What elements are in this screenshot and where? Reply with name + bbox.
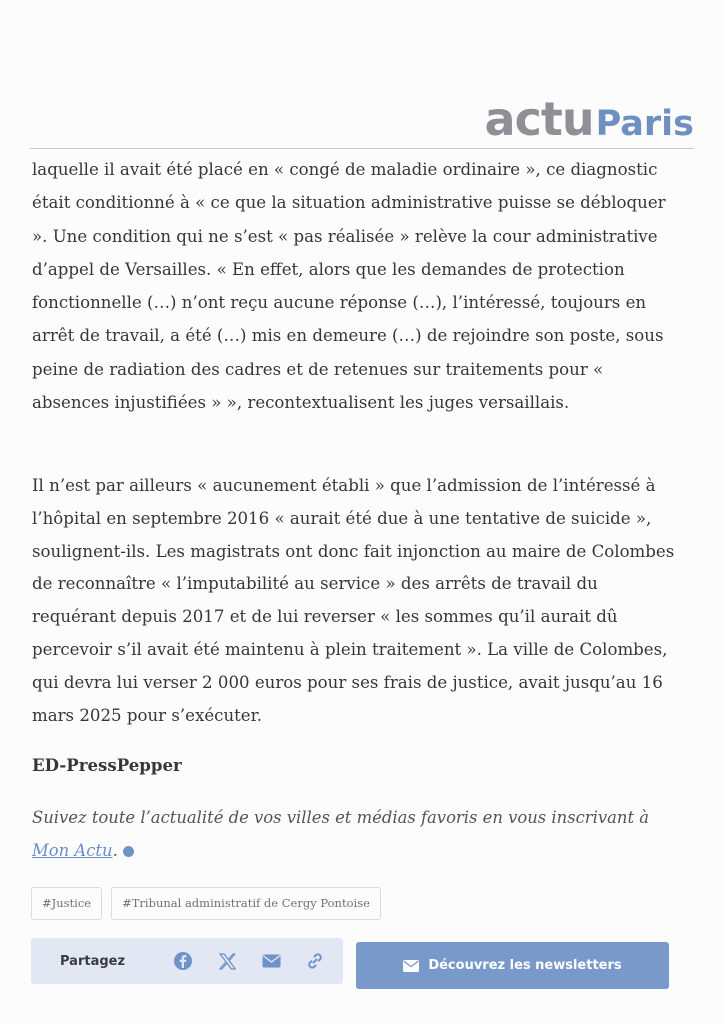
x-icon[interactable] [216,950,238,972]
dot-icon [123,846,134,857]
follow-text: Suivez toute l’actualité de vos villes et médias favoris en vous inscrivant à [32,808,650,827]
facebook-icon[interactable] [172,950,194,972]
link-icon[interactable] [304,950,326,972]
newsletter-button[interactable] [356,942,669,989]
article-paragraph-1: laquelle il avait été placé en « congé de maladie ordinaire », ce diagnostic était conditionné à « ce que la situation administrative puisse se débloquer ». Une condition qui ne s’est « pas réalisée » relève la cour administrative d’appel de Versailles. « En effet, alors que les demandes de protection fonctionnelle (…) n’ont reçu aucune réponse (…), l’intéressé, toujours en arrêt de travail, a été (…) mis en demeure (…) de rejoindre son poste, sous peine de radiation des cadres et de retenues sur traitements pour « absences injustifiées » », recontextualisent les juges versaillais. [32,160,666,413]
article-paragraph-2: Il n’est par ailleurs « aucunement établi » que l’admission de l’intéressé à l’hôpital en septembre 2016 « aurait été due à une tentative de suicide », soulignent-ils. Les magistrats ont donc fait injonction au maire de Colombes de reconnaître « l’imputabilité au service » des arrêts de travail du requérant depuis 2017 et de lui reverser « les sommes qu’il aurait dû percevoir s’il avait été maintenu à plein traitement ». La ville de Colombes, qui devra lui verser 2 000 euros pour ses frais de justice, avait jusqu’au 16 mars 2025 pour s’exécuter. [32,476,675,725]
tag-tribunal[interactable]: #Tribunal administratif de Cergy Pontoise [111,887,381,920]
follow-period: . [112,841,118,860]
newsletter-label: Découvrez les newsletters [428,958,622,973]
mail-icon[interactable] [260,950,282,972]
article-signature: ED-PressPepper [32,755,182,775]
share-label: Partagez [60,953,126,969]
tag-list [31,887,381,920]
actu-paris-logo[interactable] [484,92,694,146]
tag-justice[interactable]: #Justice [31,887,102,920]
mon-actu-link[interactable]: Mon Actu [32,841,113,860]
share-bar [31,938,343,984]
article-body [32,153,682,419]
header-divider [30,148,694,149]
logo-actu-text: actu [484,92,594,146]
mail-icon [403,960,419,972]
follow-cta [32,801,682,867]
logo-paris-text: Paris [595,104,694,144]
